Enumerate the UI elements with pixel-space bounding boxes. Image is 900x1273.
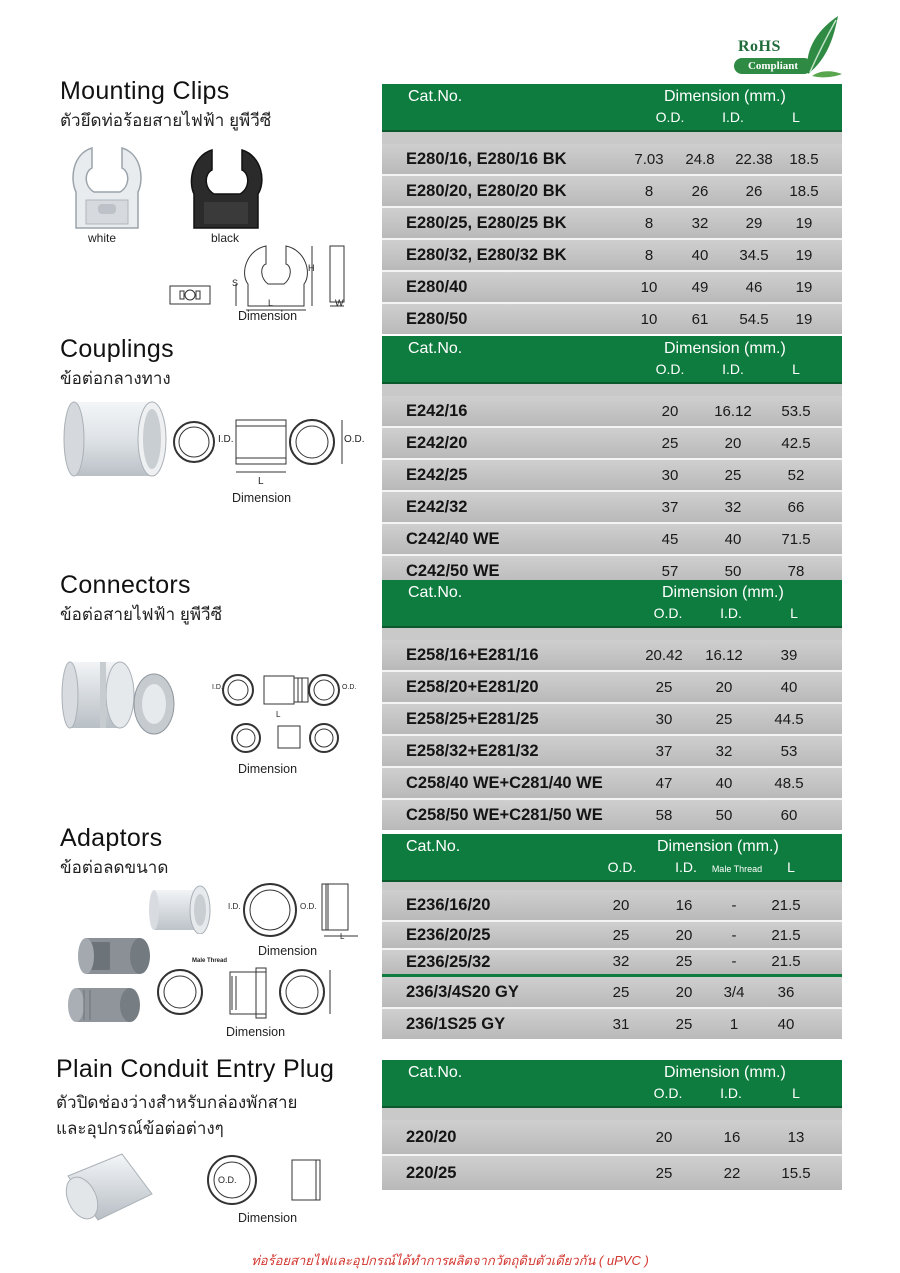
- section-title-couplings: Couplings: [60, 335, 174, 363]
- cell: 54.5: [739, 311, 769, 328]
- section-title-mounting-clips: Mounting Clips: [60, 77, 230, 105]
- cell: 15.5: [781, 1165, 811, 1182]
- cell: 3/4: [723, 984, 745, 1001]
- table-row: [382, 640, 842, 670]
- cell: 16: [723, 1129, 741, 1146]
- dimension-header: Dimension (mm.): [664, 340, 786, 357]
- cell: 25: [715, 711, 733, 728]
- table-header: [382, 580, 842, 628]
- cell: 16.12: [705, 647, 743, 664]
- table-row: [382, 396, 842, 426]
- cat-no: E258/25+E281/25: [406, 710, 539, 728]
- cell: 45: [661, 531, 679, 548]
- cell: 71.5: [781, 531, 811, 548]
- cell: 8: [644, 183, 654, 200]
- cell: 52: [787, 467, 805, 484]
- table-row: [382, 522, 842, 554]
- table-row: [382, 974, 842, 1007]
- dimension-header: Dimension (mm.): [662, 584, 784, 601]
- cat-no: E280/32, E280/32 BK: [406, 246, 567, 264]
- cat-no-header: Cat.No.: [408, 584, 463, 601]
- table-row: [382, 1154, 842, 1190]
- col-id-header: I.D.: [722, 361, 744, 377]
- cell: 18.5: [789, 151, 819, 168]
- cell: 21.5: [771, 897, 801, 914]
- cell: 16.12: [714, 403, 752, 420]
- cell: 25: [724, 467, 742, 484]
- table-row: [382, 670, 842, 702]
- cell: 25: [655, 1165, 673, 1182]
- cell: 30: [655, 711, 673, 728]
- threaded-adaptor-dimension-drawing: [156, 964, 336, 1022]
- adaptor-image: [148, 882, 212, 934]
- cell: 40: [691, 247, 709, 264]
- cat-no-header: Cat.No.: [408, 340, 463, 357]
- table-row: [382, 490, 842, 522]
- cell: 32: [724, 499, 742, 516]
- cell: -: [731, 953, 737, 970]
- table-row: [382, 920, 842, 948]
- cell: 32: [715, 743, 733, 760]
- table-row: [382, 238, 842, 270]
- cell: 48.5: [774, 775, 804, 792]
- black-clip-image: [186, 144, 266, 232]
- cat-no: C242/50 WE: [406, 562, 500, 580]
- col-l-header: L: [790, 605, 798, 621]
- l-label: L: [340, 932, 345, 941]
- cat-no: E236/16/20: [406, 896, 491, 914]
- cell: 20: [612, 897, 630, 914]
- cell: 50: [724, 563, 742, 580]
- l-label: L: [268, 298, 274, 308]
- cat-no: E242/20: [406, 434, 468, 452]
- coupling-dimension-drawing: [172, 414, 362, 474]
- dimension-header: Dimension (mm.): [657, 838, 779, 855]
- cat-no: E258/32+E281/32: [406, 742, 539, 760]
- cell: 22.38: [735, 151, 773, 168]
- section-subtitle-entry-plug-2: และอุปกรณ์ข้อต่อต่างๆ: [56, 1119, 224, 1138]
- cell: 19: [795, 279, 813, 296]
- col-od-header: O.D.: [655, 109, 685, 125]
- cell: 25: [661, 435, 679, 452]
- cell: 25: [612, 984, 630, 1001]
- dimension-label: Dimension: [258, 944, 318, 958]
- male-thread-header-text: Male Thread: [711, 864, 763, 874]
- col-id-header: I.D.: [720, 1085, 742, 1101]
- cat-no: 236/3/4S20 GY: [406, 983, 519, 1001]
- cell: 20: [661, 403, 679, 420]
- cell: 31: [612, 1016, 630, 1033]
- dimension-header: Dimension (mm.): [664, 1064, 786, 1081]
- cell: 20: [655, 1129, 673, 1146]
- cell: 20: [675, 984, 693, 1001]
- h-label: H: [308, 263, 315, 273]
- cell: 25: [675, 953, 693, 970]
- cell: 42.5: [781, 435, 811, 452]
- table-row: [382, 144, 842, 174]
- table-header: [382, 834, 842, 882]
- table-row: [382, 948, 842, 974]
- section-subtitle-entry-plug: ตัวปิดช่องว่างสำหรับกล่องพักสาย: [56, 1093, 298, 1112]
- cell: 7.03: [634, 151, 664, 168]
- cat-no: E258/16+E281/16: [406, 646, 539, 664]
- cell: 36: [777, 984, 795, 1001]
- table-row: [382, 206, 842, 238]
- rohs-badge: [732, 14, 844, 78]
- section-subtitle-adaptors: ข้อต่อลดขนาด: [60, 858, 169, 877]
- entry-plug-table: [382, 1060, 842, 1190]
- s-label: S: [232, 278, 239, 288]
- table-row: [382, 1120, 842, 1154]
- cell: 49: [691, 279, 709, 296]
- cell: 18.5: [789, 183, 819, 200]
- cell: 66: [787, 499, 805, 516]
- entry-plug-image: [62, 1146, 158, 1224]
- cell: 40: [715, 775, 733, 792]
- cat-no: E280/20, E280/20 BK: [406, 182, 567, 200]
- black-label: black: [211, 231, 240, 245]
- cell: 21.5: [771, 953, 801, 970]
- cell: 8: [644, 215, 654, 232]
- cat-no: C242/40 WE: [406, 530, 500, 548]
- cat-no: C258/50 WE+C281/50 WE: [406, 806, 603, 824]
- col-id-header: I.D.: [720, 605, 742, 621]
- table-row: [382, 734, 842, 766]
- section-title-connectors: Connectors: [60, 571, 191, 599]
- cat-no: E242/32: [406, 498, 468, 516]
- cell: 32: [612, 953, 630, 970]
- dimension-label: Dimension: [232, 491, 292, 505]
- cell: -: [731, 927, 737, 944]
- rohs-compliant-pill: Compliant: [734, 58, 812, 74]
- cell: 44.5: [774, 711, 804, 728]
- col-od-header: O.D.: [655, 361, 685, 377]
- cell: 21.5: [771, 927, 801, 944]
- cell: 53.5: [781, 403, 811, 420]
- cell: 19: [795, 247, 813, 264]
- cell: 19: [795, 311, 813, 328]
- table-row: [382, 890, 842, 920]
- section-title-adaptors: Adaptors: [60, 824, 163, 852]
- cell: 40: [780, 679, 798, 696]
- section-subtitle-connectors: ข้อต่อสายไฟฟ้า ยูพีวีซี: [60, 605, 223, 624]
- cell: 20.42: [645, 647, 683, 664]
- cat-no-header: Cat.No.: [406, 838, 461, 855]
- mounting-clip-dimension-drawing: [166, 244, 356, 314]
- cell: 8: [644, 247, 654, 264]
- od-label: O.D.: [218, 1175, 237, 1185]
- col-od-header: O.D.: [653, 605, 683, 621]
- rohs-text: RoHS: [738, 38, 781, 55]
- table-row: [382, 270, 842, 302]
- id-label: I.D.: [212, 684, 223, 691]
- section-subtitle-mounting-clips: ตัวยึดท่อร้อยสายไฟฟ้า ยูพีวีซี: [60, 111, 272, 130]
- cat-no-header: Cat.No.: [408, 1064, 463, 1081]
- col-od-header: O.D.: [653, 1085, 683, 1101]
- cell: 24.8: [685, 151, 715, 168]
- cat-no: 236/1S25 GY: [406, 1015, 506, 1033]
- cat-no: E280/50: [406, 310, 468, 328]
- col-id-header: I.D.: [675, 859, 697, 875]
- table-row: [382, 702, 842, 734]
- cell: 10: [640, 279, 658, 296]
- cell: 39: [780, 647, 798, 664]
- table-row: [382, 1007, 842, 1039]
- adaptors-table: [382, 834, 842, 1039]
- col-id-header: I.D.: [722, 109, 744, 125]
- table-row: [382, 174, 842, 206]
- cell: 40: [777, 1016, 795, 1033]
- col-l-header: L: [792, 1085, 800, 1101]
- threaded-adaptor-image: [64, 932, 154, 1028]
- cat-no: E236/25/32: [406, 953, 491, 971]
- cell: 58: [655, 807, 673, 824]
- cat-no: 220/25: [406, 1164, 457, 1182]
- table-header: [382, 84, 842, 132]
- cell: 50: [715, 807, 733, 824]
- white-clip-image: [66, 140, 146, 232]
- col-l-header: L: [792, 109, 800, 125]
- cat-no: E280/25, E280/25 BK: [406, 214, 567, 232]
- leaf-icon: [798, 14, 844, 78]
- couplings-table: [382, 336, 842, 586]
- cat-no: E242/25: [406, 466, 468, 484]
- cell: -: [731, 897, 737, 914]
- table-row: [382, 766, 842, 798]
- col-od-header: O.D.: [607, 859, 637, 875]
- cell: 34.5: [739, 247, 769, 264]
- cell: 16: [675, 897, 693, 914]
- cat-no: E236/20/25: [406, 926, 491, 944]
- col-l-header: L: [787, 859, 795, 875]
- male-thread-label: Male Thread: [192, 958, 228, 964]
- od-label: O.D.: [344, 434, 365, 445]
- cell: 60: [780, 807, 798, 824]
- dimension-label: Dimension: [238, 762, 298, 776]
- table-header: [382, 336, 842, 384]
- cell: 46: [745, 279, 763, 296]
- dimension-label-2: Dimension: [226, 1025, 286, 1039]
- footer-note: ท่อร้อยสายไฟและอุปกรณ์ได้ทำการผลิตจากวัตถุดิบตัวเดียวกัน ( uPVC ): [251, 1253, 649, 1268]
- cell: 30: [661, 467, 679, 484]
- l-label: L: [276, 710, 281, 719]
- table-header: [382, 1060, 842, 1108]
- section-title-entry-plug: Plain Conduit Entry Plug: [56, 1055, 335, 1083]
- cell: 25: [612, 927, 630, 944]
- connector-dimension-drawing: [222, 672, 362, 760]
- od-label: O.D.: [342, 684, 357, 691]
- table-row: [382, 798, 842, 830]
- cell: 25: [675, 1016, 693, 1033]
- od-label: O.D.: [300, 902, 317, 911]
- cell: 57: [661, 563, 679, 580]
- dimension-label: Dimension: [238, 1211, 298, 1225]
- cell: 20: [675, 927, 693, 944]
- cell: 20: [724, 435, 742, 452]
- cat-no: E280/16, E280/16 BK: [406, 150, 567, 168]
- cell: 26: [691, 183, 709, 200]
- cell: 20: [715, 679, 733, 696]
- id-label: I.D.: [218, 434, 234, 445]
- cell: 40: [724, 531, 742, 548]
- cell: 37: [661, 499, 679, 516]
- dimension-label: Dimension: [238, 309, 298, 323]
- dimension-header: Dimension (mm.): [664, 88, 786, 105]
- cell: 10: [640, 311, 658, 328]
- col-l-header: L: [792, 361, 800, 377]
- cell: 29: [745, 215, 763, 232]
- connectors-table: [382, 580, 842, 830]
- cell: 32: [691, 215, 709, 232]
- cell: 61: [691, 311, 709, 328]
- cat-no: 220/20: [406, 1128, 457, 1146]
- cat-no: E258/20+E281/20: [406, 678, 539, 696]
- cell: 1: [729, 1016, 739, 1033]
- connector-image: [60, 654, 186, 742]
- table-row: [382, 458, 842, 490]
- coupling-image: [62, 398, 172, 480]
- l-label: L: [258, 476, 264, 487]
- cell: 22: [723, 1165, 741, 1182]
- white-label: white: [88, 231, 117, 245]
- cell: 13: [787, 1129, 805, 1146]
- section-subtitle-couplings: ข้อต่อกลางทาง: [60, 369, 171, 388]
- id-label: I.D.: [228, 902, 241, 911]
- cat-no: E280/40: [406, 278, 468, 296]
- cell: 26: [745, 183, 763, 200]
- table-row: [382, 302, 842, 334]
- cell: 47: [655, 775, 673, 792]
- table-row: [382, 426, 842, 458]
- cell: 37: [655, 743, 673, 760]
- cat-no-header: Cat.No.: [408, 88, 463, 105]
- w-label: W: [335, 298, 344, 308]
- cell: 25: [655, 679, 673, 696]
- cat-no: C258/40 WE+C281/40 WE: [406, 774, 603, 792]
- cell: 19: [795, 215, 813, 232]
- cell: 78: [787, 563, 805, 580]
- cell: 53: [780, 743, 798, 760]
- mounting-clips-table: [382, 84, 842, 334]
- cat-no: E242/16: [406, 402, 468, 420]
